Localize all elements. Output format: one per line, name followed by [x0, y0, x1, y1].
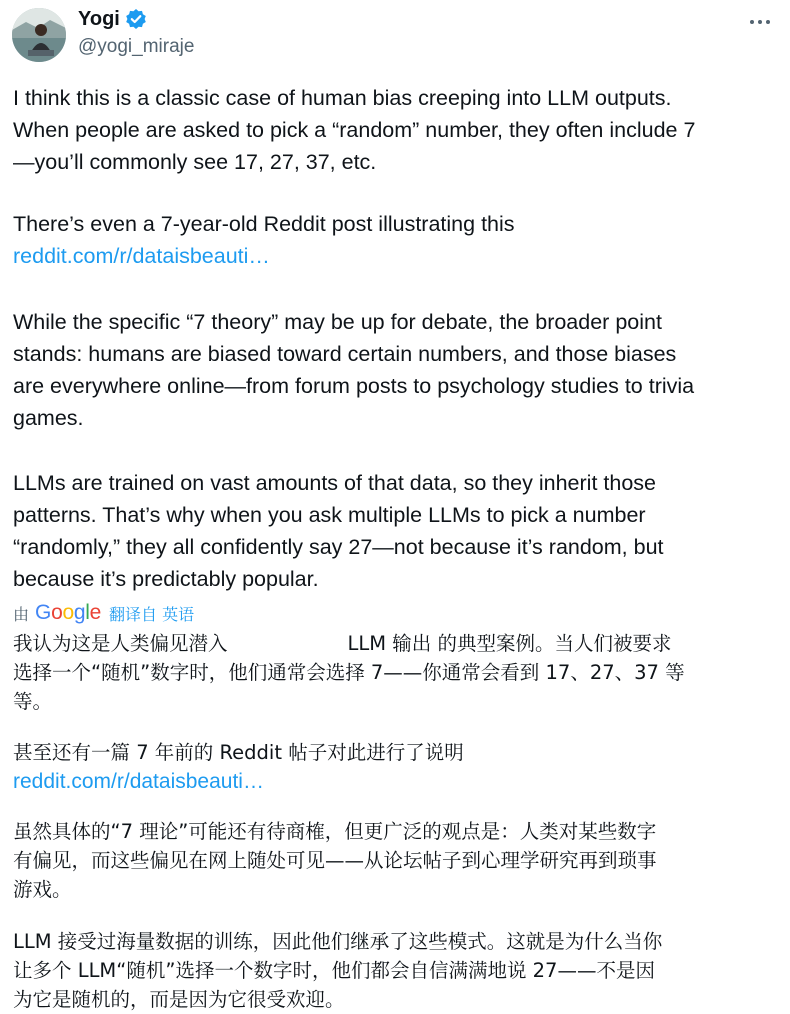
- text-line: —you’ll commonly see 17, 27, 37, etc.: [13, 150, 377, 174]
- user-handle[interactable]: @yogi_miraje: [78, 36, 195, 57]
- more-horizontal-icon[interactable]: [744, 10, 776, 34]
- text-line: When people are asked to pick a “random” number, they often include 7: [13, 118, 696, 142]
- text-line: are everywhere online—from forum posts to psychology studies to trivia: [13, 374, 695, 398]
- translation-attribution: [13, 601, 194, 625]
- text-line: 虽然具体的“7 理论”可能还有待商榷，但更广泛的观点是：人类对某些数字: [13, 820, 657, 843]
- text-line: 为它是随机的，而是因为它很受欢迎。: [13, 988, 345, 1011]
- tweet-header: [12, 6, 778, 66]
- text-line: There’s even a 7-year-old Reddit post illustrating this: [13, 212, 515, 236]
- translation-source-link[interactable]: 翻译自 英语: [109, 604, 195, 624]
- reddit-link[interactable]: reddit.com/r/dataisbeauti…: [13, 244, 270, 268]
- translation-text: LLM 输出 的典型案例。当人们被要求: [347, 632, 672, 655]
- reddit-link-translated[interactable]: reddit.com/r/dataisbeauti…: [13, 770, 264, 793]
- text-line: games.: [13, 406, 84, 430]
- text-line: stands: humans are biased toward certain numbers, and those biases: [13, 342, 677, 366]
- text-line: patterns. That’s why when you ask multiple LLMs to pick a number: [13, 503, 646, 527]
- tweet-paragraph-4: [13, 467, 783, 595]
- text-line: 让多个 LLM“随机”选择一个数字时，他们都会自信满满地说 27——不是因: [13, 959, 655, 982]
- text-line: 游戏。: [13, 878, 72, 901]
- text-line: LLMs are trained on vast amounts of that data, so they inherit those: [13, 471, 656, 495]
- translation-paragraph-1: [13, 629, 783, 716]
- text-line: 等。: [13, 690, 53, 713]
- google-logo: Google: [35, 601, 101, 624]
- text-line: 有偏见，而这些偏见在网上随处可见——从论坛帖子到心理学研究再到琐事: [13, 849, 657, 872]
- tweet-paragraph-3: [13, 306, 783, 434]
- text-line: While the specific “7 theory” may be up for debate, the broader point: [13, 310, 662, 334]
- translation-text: 我认为这是人类偏见潜入: [13, 632, 228, 655]
- tweet-paragraph-2: [13, 208, 783, 272]
- translation-paragraph-4: [13, 927, 783, 1014]
- display-name-row: [78, 6, 194, 32]
- tweet-paragraph-1: [13, 82, 783, 178]
- text-line: 甚至还有一篇 7 年前的 Reddit 帖子对此进行了说明: [13, 741, 464, 764]
- tweet-text: [13, 82, 783, 178]
- verified-badge-icon: [125, 8, 147, 30]
- display-name[interactable]: Yogi: [78, 7, 120, 30]
- user-block: [78, 6, 194, 58]
- text-line: because it’s predictably popular.: [13, 567, 319, 591]
- text-line: I think this is a classic case of human bias creeping into LLM outputs.: [13, 86, 672, 110]
- translation-paragraph-3: [13, 817, 783, 904]
- text-line: [13, 629, 783, 658]
- text-line: LLM 接受过海量数据的训练，因此他们继承了这些模式。这就是为什么当你: [13, 930, 663, 953]
- text-line: “randomly,” they all confidently say 27—not because it’s random, but: [13, 535, 664, 559]
- avatar[interactable]: [12, 8, 66, 62]
- text-line: 选择一个“随机”数字时，他们通常会选择 7——你通常会看到 17、27、37 等: [13, 661, 685, 684]
- translation-prefix: 由: [13, 604, 30, 624]
- translation-paragraph-2: [13, 738, 783, 796]
